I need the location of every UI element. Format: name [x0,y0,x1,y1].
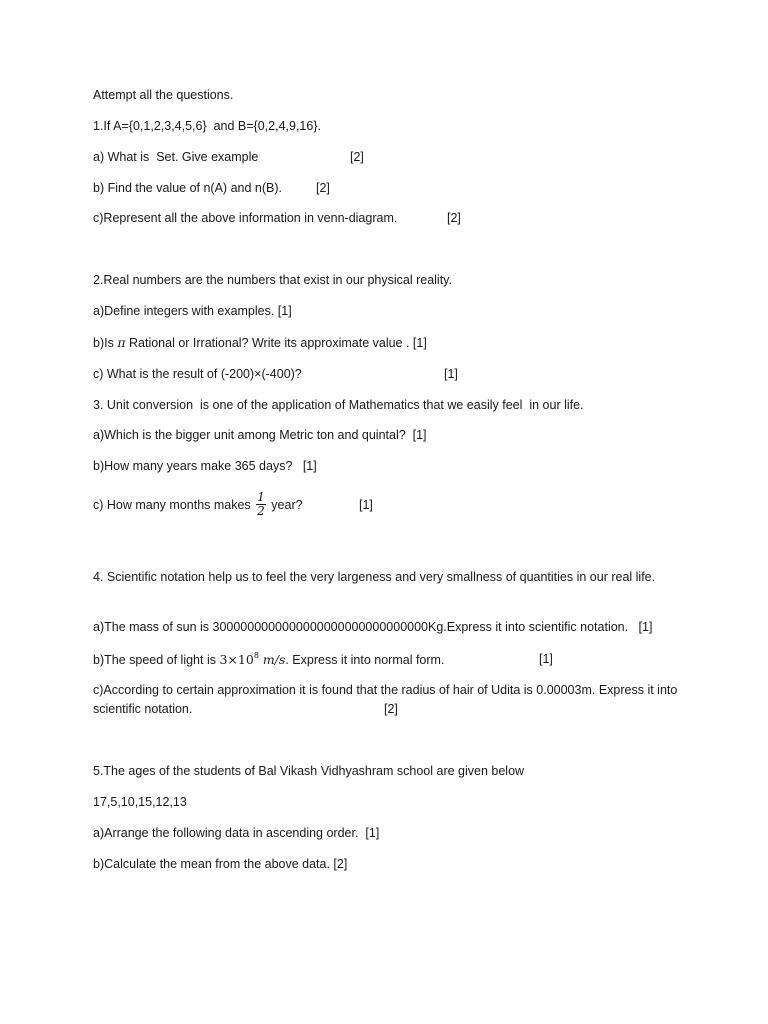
pi-symbol: π [117,335,126,350]
q1c-text: c)Represent all the above information in venn-diagram. [93,211,398,225]
q3c-mark: [1] [359,498,373,512]
q4b-unit: m/s [258,652,286,667]
q3c-pre: c) How many months makes [93,498,255,512]
q1a-mark: [2] [350,150,364,164]
q1-stem: 1.If A={0,1,2,3,4,5,6} and B={0,2,4,9,16}. [93,119,321,133]
q4-stem: 4. Scientific notation help us to feel the very largeness and very smallness of quantities in our real life. [93,570,656,584]
q2b-pre: b)Is [93,336,118,350]
q2b-line [93,333,427,353]
q4b-base: 3×10 [219,652,254,667]
q1b-text: b) Find the value of n(A) and n(B). [93,181,282,195]
fraction-numerator: 1 [257,490,265,505]
q2a-text: a)Define integers with examples. [1] [93,304,292,318]
q5a-text: a)Arrange the following data in ascending order. [1] [93,826,380,840]
q2b-post: Rational or Irrational? Write its approximate value . [1] [125,336,427,350]
q1b-mark: [2] [316,181,330,195]
q3b-text: b)How many years make 365 days? [1] [93,459,317,473]
q1c-mark: [2] [447,211,461,225]
fraction-denominator: 2 [257,504,265,519]
q2c-mark: [1] [444,367,458,381]
q5b-text: b)Calculate the mean from the above data. [2] [93,857,348,871]
q4c-text: c)According to certain approximation it is found that the radius of hair of Udita is 0.00003m. Express it into scientific notation. [93,683,678,716]
q4a-text: a)The mass of sun is 3000000000000000000000000000000Kg.Express it into scientific notation. [1] [93,620,653,634]
q2c-text: c) What is the result of (-200)×(-400)? [93,367,302,381]
q3a-text: a)Which is the bigger unit among Metric ton and quintal? [1] [93,428,427,442]
q5-stem: 5.The ages of the students of Bal Vikash Vidhyashram school are given below [93,764,525,778]
q1a-text: a) What is Set. Give example [93,150,259,164]
q4b-pre: b)The speed of light is [93,653,220,667]
q5-data: 17,5,10,15,12,13 [93,795,187,809]
q2-stem: 2.Real numbers are the numbers that exist in our physical reality. [93,273,452,287]
q4b-post: . Express it into normal form. [285,653,445,667]
instructions: Attempt all the questions. [93,88,234,102]
q3c-line [93,490,303,520]
q4b-exponent: 8 [253,651,259,660]
q3-stem: 3. Unit conversion is one of the application of Mathematics that we easily feel in our life. [93,398,584,412]
q3c-post: year? [267,498,303,512]
fraction [256,491,266,518]
q4c-mark: [2] [384,702,398,716]
q4b-mark: [1] [539,652,553,666]
q4b-line [93,650,444,670]
